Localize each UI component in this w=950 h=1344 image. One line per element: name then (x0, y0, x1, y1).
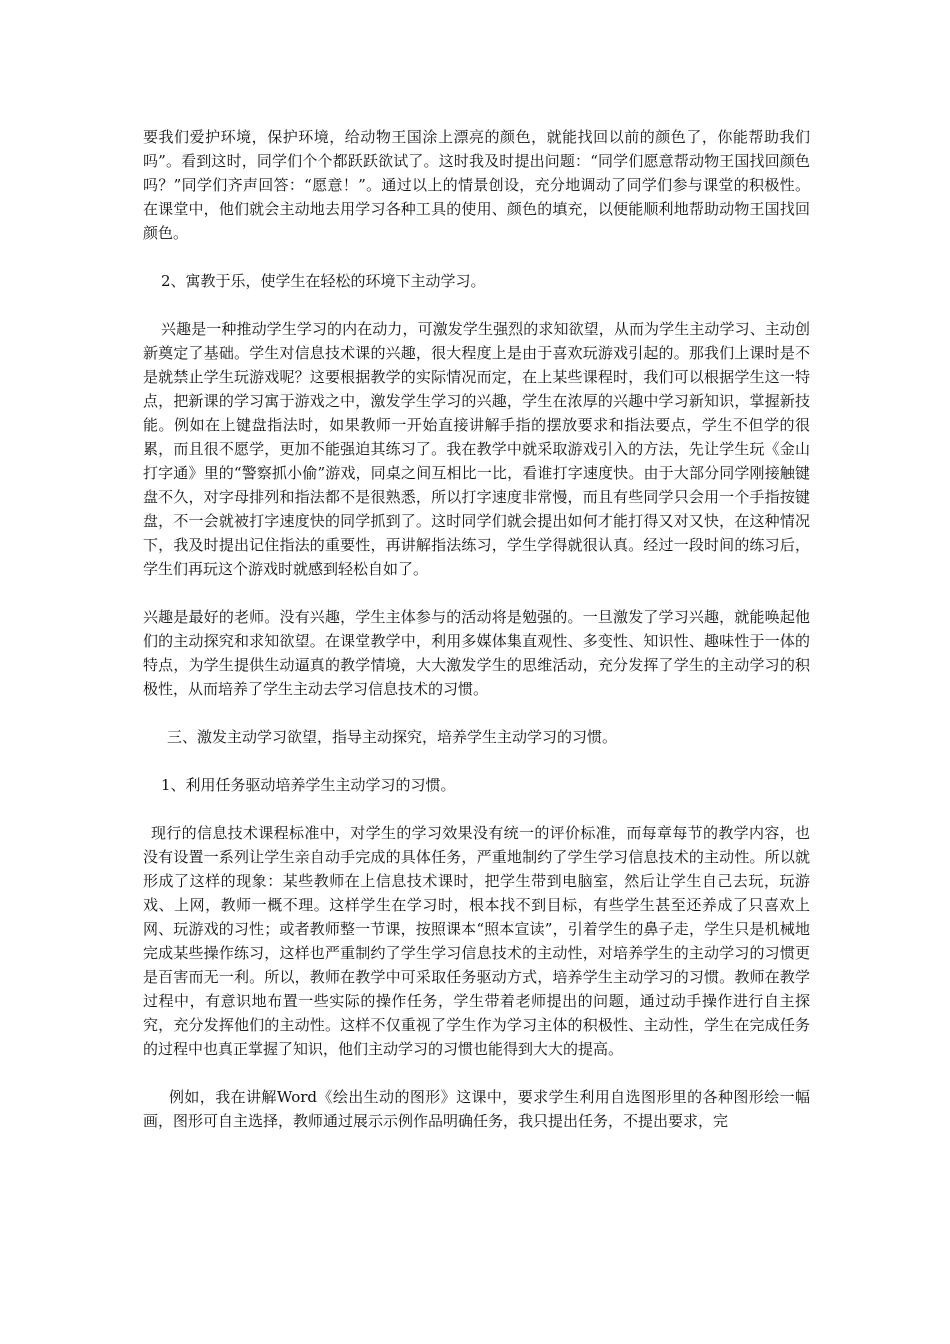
paragraph-interest-best-teacher: 兴趣是最好的老师。没有兴趣，学生主体参与的活动将是勉强的。一旦激发了学习兴趣，就能唤起他们的主动探究和求知欲望。在课堂教学中，利用多媒体集直观性、多变性、知识性、趣味性于一体的特点，为学生提供生动逼真的教学情境，大大激发学生的思维活动，充分发挥了学生的主动学习的积极性，从而培养了学生主动去学习信息技术的习惯。 (143, 608, 810, 698)
paragraph-word-example: 例如，我在讲解Word《绘出生动的图形》这课中，要求学生利用自选图形里的各种图形绘一幅画，图形可自主选择，教师通过展示示例作品明确任务，我只提出任务，不提出要求，完 (143, 1088, 810, 1130)
subheading-teach-through-fun: 2、寓教于乐，使学生在轻松的环境下主动学习。 (161, 272, 486, 290)
paragraph-intro-continued: 要我们爱护环境，保护环境，给动物王国涂上漂亮的颜色，就能找回以前的颜色了，你能帮助我们吗”。看到这时，同学们个个都跃跃欲试了。这时我及时提出问题：“同学们愿意帮动物王国找回颜色吗？”同学们齐声回答：“愿意！”。通过以上的情景创设，充分地调动了同学们参与课堂的积极性。在课堂中，他们就会主动地去用学习各种工具的使用、颜色的填充，以便能顺利地帮助动物王国找回颜色。 (143, 128, 810, 242)
section-heading-three: 三、激发主动学习欲望，指导主动探究，培养学生主动学习的习惯。 (167, 728, 618, 746)
paragraph-interest-motivation: 兴趣是一种推动学生学习的内在动力，可激发学生强烈的求知欲望，从而为学生主动学习、主动创新奠定了基础。学生对信息技术课的兴趣，很大程度上是由于喜欢玩游戏引起的。那我们上课时是不是就禁止学生玩游戏呢？这要根据教学的实际情况而定，在上某些课程时，我们可以根据学生这一特点，把新课的学习寓于游戏之中，激发学生学习的兴趣，学生在浓厚的兴趣中学习新知识，掌握新技能。例如在上键盘指法时，如果教师一开始直接讲解手指的摆放要求和指法要点，学生不但学的很累，而且很不愿学，更加不能强迫其练习了。我在教学中就采取游戏引入的方法，先让学生玩《金山打字通》里的“警察抓小偷”游戏，同桌之间互相比一比，看谁打字速度快。由于大部分同学刚接触键盘不久，对字母排列和指法都不是很熟悉，所以打字速度非常慢，而且有些同学只会用一个手指按键盘，不一会就被打字速度快的同学抓到了。这时同学们就会提出如何才能打得又对又快，在这种情况下，我及时提出记住指法的重要性，再讲解指法练习，学生学得就很认真。经过一段时间的练习后，学生们再玩这个游戏时就感到轻松自如了。 (143, 320, 810, 578)
subheading-task-driven: 1、利用任务驱动培养学生主动学习的习惯。 (161, 776, 456, 794)
paragraph-curriculum-standard: 现行的信息技术课程标准中，对学生的学习效果没有统一的评价标准，而每章每节的教学内容，也没有设置一系列让学生亲自动手完成的具体任务，严重地制约了学生学习信息技术的主动性。所以就形成了这样的现象：某些教师在上信息技术课时，把学生带到电脑室，然后让学生自己去玩，玩游戏、上网，教师一概不理。这样学生在学习时，根本找不到目标，有些学生甚至还养成了只喜欢上网、玩游戏的习性；或者教师整一节课，按照课本“照本宣读”，引着学生的鼻子走，学生只是机械地完成某些操作练习，这样也严重制约了学生学习信息技术的主动性，对培养学生的主动学习的习惯更是百害而无一利。所以，教师在教学中可采取任务驱动方式，培养学生主动学习的习惯。教师在教学过程中，有意识地布置一些实际的操作任务，学生带着老师提出的问题，通过动手操作进行自主探究，充分发挥他们的主动性。这样不仅重视了学生作为学习主体的积极性、主动性，学生在完成任务的过程中也真正掌握了知识，他们主动学习的习惯也能得到大大的提高。 (143, 824, 810, 1058)
document-page (143, 125, 810, 1133)
